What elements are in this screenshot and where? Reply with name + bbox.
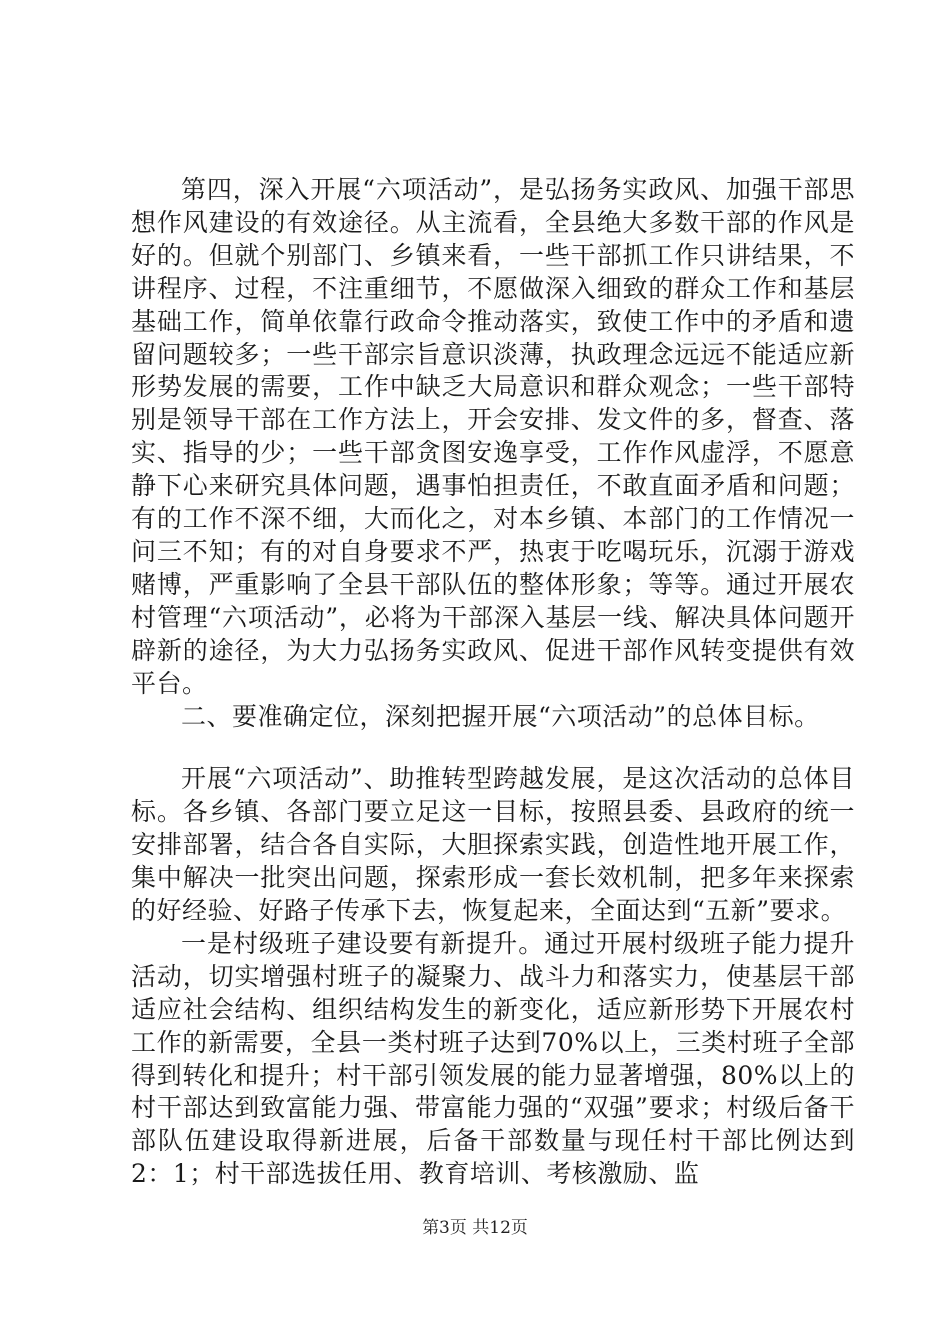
section-heading-two: 二、要准确定位，深刻把握开展“六项活动”的总体目标。	[181, 701, 820, 731]
paragraph-section-four: 第四，深入开展“六项活动”，是弘扬务实政风、加强干部思想作风建设的有效途径。从主流看，全县绝大多数干部的作风是好的。但就个别部门、乡镇来看，一些干部抓工作只讲结果，不讲程序、过程，不注重细节，不愿做深入细致的群众工作和基层基础工作，简单依靠行政命令推动落实，致使工作中的矛盾和遗留问题较多；一些干部宗旨意识淡薄，执政理念远远不能适应新形势发展的需要，工作中缺乏大局意识和群众观念；一些干部特别是领导干部在工作方法上，开会安排、发文件的多，督查、落实、指导的少；一些干部贪图安逸享受，工作作风虚浮，不愿意静下心来研究具体问题，遇事怕担责任，不敢直面矛盾和问题；有的工作不深不细，大而化之，对本乡镇、本部门的工作情况一问三不知；有的对自身要求不严，热衷于吃喝玩乐，沉溺于游戏赌博，严重影响了全县干部队伍的整体形象；等等。通过开展农村管理“六项活动”，必将为干部深入基层一线、解决具体问题开辟新的途径，为大力弘扬务实政风、促进干部作风转变提供有效平台。	[131, 175, 855, 698]
paragraph-village-team: 一是村级班子建设要有新提升。通过开展村级班子能力提升活动，切实增强村班子的凝聚力、战斗力和落实力，使基层干部适应社会结构、组织结构发生的新变化，适应新形势下开展农村工作的新需要，全县一类村班子达到70%以上，三类村班子全部得到转化和提升；村干部引领发展的能力显著增强，80%以上的村干部达到致富能力强、带富能力强的“双强”要求；村级后备干部队伍建设取得新进展，后备干部数量与现任村干部比例达到2：1；村干部选拔任用、教育培训、考核激励、监	[131, 928, 855, 1189]
paragraph-overall-goal: 开展“六项活动”、助推转型跨越发展，是这次活动的总体目标。各乡镇、各部门要立足这一目标，按照县委、县政府的统一安排部署，结合各自实际，大胆探索实践，创造性地开展工作，集中解决一批突出问题，探索形成一套长效机制，把多年来探索的好经验、好路子传承下去，恢复起来，全面达到“五新”要求。	[131, 764, 855, 926]
page-number-footer: 第3页 共12页	[422, 1218, 528, 1238]
document-body	[131, 174, 855, 1191]
